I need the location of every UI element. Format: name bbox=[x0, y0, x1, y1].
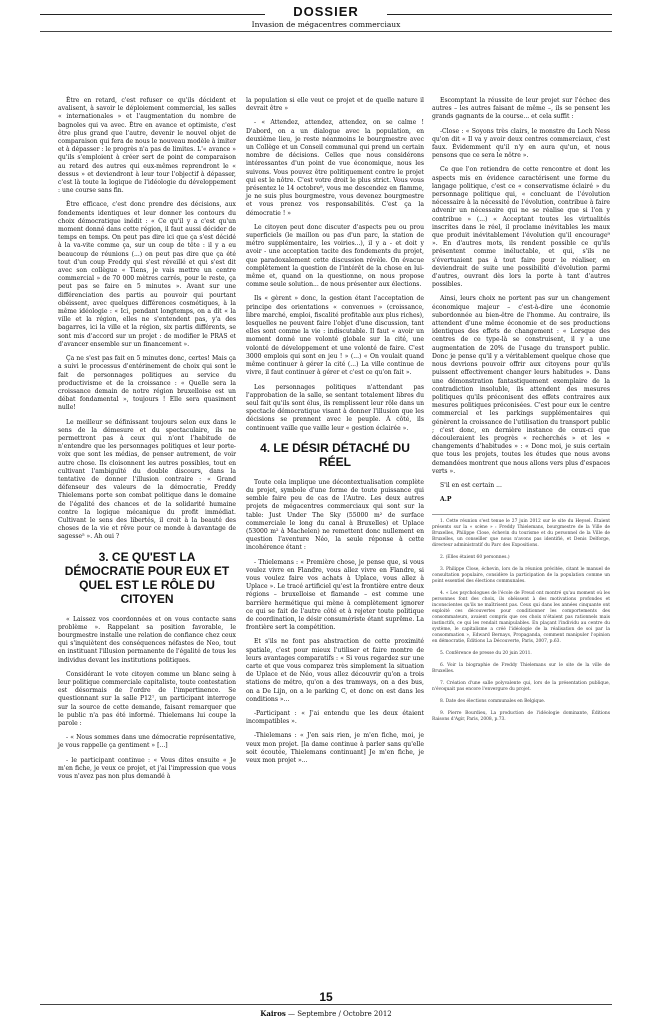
footnote: 4. « Les psychologues de l'école de Freud ont montré qu'au moment où les personnes font des choix, ils obéissent à des motivations profondes et inconscientes qu'ils ne maîtrisent pas. Ceux qui dans les années cinquante ont exploité ces découvertes pour conditionner les comportements des consommateurs, avaient compris que ces choix n'étaient pas rationnels mais instinctifs, ce qui les rendait manipulables. En plaçant l'individu au centre du système, le capitalisme a créé l'idéologie de la réalisation de soi par la consommation », Edward Bernays, Propaganda, comment manipuler l'opinion en démocratie, Éditions La Découverte, Paris, 2007, p.63. bbox=[432, 591, 610, 645]
body-paragraph: S'il en est certain ... bbox=[440, 481, 502, 489]
footnote: 3. Philippe Close, échevin, lors de la réunion précitée, citant le manuel de consultation populaire, considère la participation de la population comme un point essentiel des élections communales. bbox=[432, 567, 610, 585]
section-heading: 3. CE QU'EST LA DÉMOCRATIE POUR EUX ET QUEL EST LE RÔLE DU CITOYEN bbox=[64, 549, 230, 606]
body-paragraph: Toute cela implique une décontextualisation complète du projet, symbole d'une forme de toute puissance qui semble faire peu de cas de l'Autre. Les deux autres projets de mégacentres commerciaux qui sont sur la table: Just Under The Sky (55000 m² de surface commerciale le long du canal à Bruxelles) et Uplace (53000 m² à Machelen) ne remettent donc nullement en question l'aventure Néo, la seule réponse à cette incohérence étant : bbox=[246, 478, 424, 552]
body-paragraph: Être en retard, c'est refuser ce qu'ils décident et avalisent, à savoir le déploiement commercial, les salles « internationales » et l'augmentation du nombre de bagnoles qui va avec. Être en avance et optimiste, c'est être plus grand que l'autre, devenir le nouvel objet de comparaison qui fera de nous le nouveau modèle à imiter et à dépasser : le progrès n'a pas de limites. L'« avance » qu'ils s'emploient à créer sert de point de comparaison au retard des autres qui eux-mêmes reprendront le « dessus » et deviendront à leur tour l'objectif à dépasser, c'est là toute la logique de l'idéologie du développement : une course sans fin. bbox=[58, 97, 236, 195]
section-title: DOSSIER bbox=[293, 4, 359, 19]
body-paragraph: Considérant le vote citoyen comme un blanc seing à leur politique commerciale capitaliste, toute contestation est désormais de l'ordre de l'impertinence. Se questionnant sur la salle P12⁷, un participant interroge sur la source de cette demande, faisant remarquer que le public n'a pas été informé. Thielemans lui coupe la parole : bbox=[58, 670, 236, 727]
footnote: 6. Voir la biographie de Freddy Thielemans sur le site de la ville de Bruxelles. bbox=[432, 663, 610, 675]
body-paragraph: -Participant : « J'ai entendu que les deux étaient incompatibles ». bbox=[246, 710, 424, 726]
body-paragraph: Les personnages politiques n'attendant pas l'approbation de la salle, se sentant totalement libres du seul fait qu'ils sont élus, ils remplissent leur rôle dans un spectacle démocratique visant à donner l'illusion que les décisions se prennent avec le peuple. À côté, ils continuent vaille que vaille leur « gestion éclairée ». bbox=[246, 383, 424, 432]
body-paragraph: Escomptant la réussite de leur projet sur l'échec des autres – les autres faisant de même –, ils se pensent les grands gagnants de la course... et cela suffit : bbox=[432, 97, 610, 121]
section-subtitle: Invasion de mégacentres commerciaux bbox=[251, 20, 401, 29]
body-paragraph: Le meilleur se définissant toujours selon eux dans le sens de la démesure et du spectaculaire, ils ne permettront pas à ceux qui n'ont l'habitude de n'entendre que les personnages politiques et leur porte-voix que sont les médias, de penser autrement, de voir autre chose. Ils cloisonnent les autres possibles, tout en cultivant l'ambiguïté du double discours, dans la tentative de donner l'illusion contraire : « Grand défenseur des valeurs de la démocratie, Freddy Thielemans porte son combat politique dans le domaine de l'égalité des chances et de la solidarité humaine contre la logique mécanique du profit immédiat. Cultivant le sens des libertés, il croit à la beauté des choses de la vie et rêve pour ce monde à davantage de sagesse⁵ ». Ah oui ? bbox=[58, 418, 236, 541]
footer-credit bbox=[0, 1009, 652, 1018]
footnote: 7. Création d'une salle polyvalente qui, lors de la présentation publique, n'évoquait pas encore l'envergure du projet. bbox=[432, 681, 610, 693]
footnotes bbox=[432, 514, 610, 723]
body-paragraph: la population si elle veut ce projet et de quelle nature il devrait être » bbox=[246, 97, 424, 113]
text-column-2 bbox=[246, 97, 424, 771]
body-paragraph: Le citoyen peut donc discuter d'aspects peu ou prou superficiels (le maillon ou pas d'un parc, la station de métro supplémentaire, les voiries...), il y a - et doit y avoir - une acceptation tacite des fondements du projet, que paradoxalement cette discussion révèle. On évacue complètement la question de l'intérêt de la chose en lui-même et, quand on la questionne, on nous propose comme seule solution... de nous présenter aux élections. bbox=[246, 223, 424, 289]
body-paragraph: Ainsi, leurs choix ne portent pas sur un changement économique majeur – c'est-à-dire une économie subordonnée au bien-être de l'homme. Au contraire, ils attendent d'une même économie et de ses productions identiques des effets de changement : « Lorsque des centres de ce type-là se construisent, il y a une augmentation de 20% de l'usage du transport public. Donc je pense qu'il y a véritablement quelque chose que nous devrions pouvoir offrir aux citoyens pour qu'ils puissent effectivement changer leurs habitudes ». Dans une démonstration fantastiquement exemplaire de la contradiction insoluble, ils attendent des mesures politiques qu'ils préconisent des effets contraires aux mesures politiques préconisées. C'est pour eux le centre commercial et les parkings supplémentaires qui génèrent la croissance de l'utilisation du transport public ; c'est donc, en dernière instance de ceux-ci que découleraient les progrès « recherchés » et les « changements d'habitudes » : « Donc moi, je suis certain que tous les projets, toutes les études que nous avons demandées montrent que nous allons vers plus d'espaces verts ». bbox=[432, 295, 610, 475]
body-paragraph: Ce que l'on retiendra de cette rencontre et dont les aspects mis en évidence caractérisent une forme du langage politique, c'est ce « conservatisme éclairé » du personnage politique qui, « concluant de l'évolution nécessaire à la nécessité de l'évolution, contribue à faire advenir un nécessaire qui ne se réalise que si l'on y contribue » (...) « Acceptant toutes les virtualités inscrites dans le réel, il proclame inévitables les maux que produit inévitablement l'évolution qu'il encourage⁹ ». En d'autres mots, ils rendent possible ce qu'ils présentent comme inéluctable, et qui, s'ils ne s'évertuaient pas à tout faire pour le réaliser, en deviendrait de suite une possibilité d'évolution parmi d'autres, ouvrant dès lors la porte à tant d'autres possibles. bbox=[432, 166, 610, 289]
footnote: 8. Date des élections communales en Belgique. bbox=[440, 699, 546, 705]
magazine-name: Kairos bbox=[260, 1009, 286, 1018]
footnote: 2. (Elles étaient 60 personnes.) bbox=[440, 555, 510, 561]
text-column-1 bbox=[58, 97, 236, 787]
issue-date: — Septembre / Octobre 2012 bbox=[285, 1010, 392, 1018]
body-paragraph: -Thielemans : « J'en sais rien, je m'en fiche, moi, je veux mon projet. [la dame continue à parler sans qu'elle soit écoutée, Thielemans continuant] Je m'en fiche, je veux mon projet »... bbox=[246, 732, 424, 765]
footnote: 9. Pierre Bourdieu, La production de l'idéologie dominante, Éditions Raisons d'Agir, Paris, 2008, p.73. bbox=[432, 711, 610, 723]
body-paragraph: - « Attendez, attendez, attendez, on se calme ! D'abord, on a un dialogue avec la population, en deuxième lieu, je reste néanmoins le bourgmestre avec un Collège et un Conseil communal qui prend un certain nombre de décisions. Celles que nous considérons intéressantes d'un point de vue économique, nous les suivons. Vous pouvez être politiquement contre le projet qui est le nôtre. C'est votre droit le plus strict. Vous vous présentez le 14 octobre⁸, vous me descendez en flamme, je ne suis plus bourgmestre, vous devenez bourgmestre et vous prenez vos responsabilités. C'est ça la démocratie ! » bbox=[246, 119, 424, 217]
header-rule-right bbox=[387, 14, 612, 15]
section-heading: 4. LE DÉSIR DÉTACHÉ DU RÉEL bbox=[260, 440, 410, 469]
footer-divider bbox=[40, 1004, 612, 1005]
body-paragraph: Ça ne s'est pas fait en 5 minutes donc, certes! Mais ça a suivi le processus d'entérinement de choix qui sont le fait de personnages politiques au service du productivisme et de la croissance : « Quelle sera la croissance demain de notre région bruxelloise est un débat fondamental », toujours ! Elle sera quasiment nulle! bbox=[58, 355, 236, 412]
page-header bbox=[40, 4, 612, 29]
header-rule-left bbox=[40, 14, 265, 15]
body-paragraph: Et s'ils ne font pas abstraction de cette proximité spatiale, c'est pour mieux l'utiliser et faire montre de leurs avantages comparatifs : « Si vous regardez sur une carte et que vous comparez très simplement la situation de Uplace et de Néo, vous allez découvrir qu'on a trois stations de métro, qu'on a des tramways, on a des bus, on a De Lijn, on a le parking C, et donc on est dans les conditions »... bbox=[246, 638, 424, 703]
body-paragraph: - « Nous sommes dans une démocratie représentative, je vous rappelle ça gentiment » [...] bbox=[58, 734, 236, 750]
body-paragraph: Être efficace, c'est donc prendre des décisions, aux fondements identiques et leur donner les contours du choix démocratique inédit : « Ce qu'il y a c'est qu'un moment donné dans cette région, il faut aussi décider de temps en temps. On peut pas dire ici que ça s'est décidé à la va-vite comme ça, sur un coup de tête : il y a eu beaucoup de réunions (...) on peut pas dire que ça été tout d'un coup Freddy qui s'est réveillé et qui s'est dit avec son collègue « Tiens, je vais mettre un centre commercial » de 70 000 mètres carrés, pour le reste, ça peut pas se faire en 5 minutes ». Avant sur une différenciation des partis au pouvoir qui pourtant obéissent, avec quelques différences cosmétiques, à la même idéologie : « Ici, pendant longtemps, on a dit « la ville et la région, elles ne s'entendent pas, y'a des bagarres, ici la ville et la région, six partis différents, se sont mis d'accord sur un projet : de modifier le PRAS et d'avancer ensemble sur un financement ». bbox=[58, 201, 236, 348]
page-number: 15 bbox=[319, 990, 333, 1004]
body-paragraph: « Laissez vos coordonnées et on vous contacte sans problème ». Rappelant sa position favorable, le bourgmestre installe une relation de confiance chez ceux qui s'inquiètent des conséquences néfastes de Neo, tout en instituant l'illusion permanente de l'égalité de tous les individus devant les institutions politiques. bbox=[58, 615, 236, 664]
author-signature: A.P bbox=[440, 496, 452, 504]
body-paragraph: - Thielemans : « Première chose, je pense que, si vous voulez vivre en Flandre, vous allez vivre en Flandre, si vous voulez faire vos achats à Uplace, vous allez à Uplace ». Le tracé artificiel qu'est la frontière entre deux régions – bruxelloise et flamande – est comme une barrière hermétique qui mène à complètement ignorer ce qui se fait de l'autre côté et à rejeter toute politique de coordination, le désir consumériste étant suprême. La frontière sert la compétition. bbox=[246, 558, 424, 632]
body-paragraph: -Close : « Soyons très clairs, le monstre du Loch Ness qu'on dit « Il va y avoir deux centres commerciaux, c'est faux. Évidemment qu'il n'y en aura qu'un, et nous pensons que ce sera le nôtre ». bbox=[432, 127, 610, 160]
body-paragraph: - le participant continue : « Vous dites ensuite « Je m'en fiche, je veux ce projet, et j'ai l'impression que vous vous n'avez pas non plus demandé à bbox=[58, 756, 236, 781]
footnote: 5. Conférence de presse du 20 juin 2011. bbox=[440, 651, 532, 657]
footnote: 1. Cette réunion s'est tenue le 27 juin 2012 sur le site du Heysel. Étaient présents sur la « scène » : Freddy Thielemans, bourgmestre de la Ville de Bruxelles, Philippe Close, échevin du tourisme et du personnel de la Ville de Bruxelles, un conseiller que nous n'avons pas identifié, et Denis Delforge, directeur administratif du Parc des Expositions. bbox=[432, 519, 610, 549]
header-divider bbox=[40, 31, 612, 32]
body-paragraph: Ils « gèrent » donc, la gestion étant l'acceptation de principe des orientations « convenues » (croissance, libre marché, emploi, fiscalité profitable aux plus riches), lesquelles ne peuvent faire l'objet d'une discussion, tant elles sont comme la vie : indiscutable. Il faut « avoir un moment donné une volonté globale sur la cité, une volonté de développement et une volonté de faire. C'est 3000 emplois qui sont en jeu ! » (...) « On voulait quand même continuer à gérer la cité (...) La ville continue de vivre, il faut continuer à gérer et c'est ce qu'on fait ». bbox=[246, 295, 424, 377]
text-column-3 bbox=[432, 97, 610, 729]
